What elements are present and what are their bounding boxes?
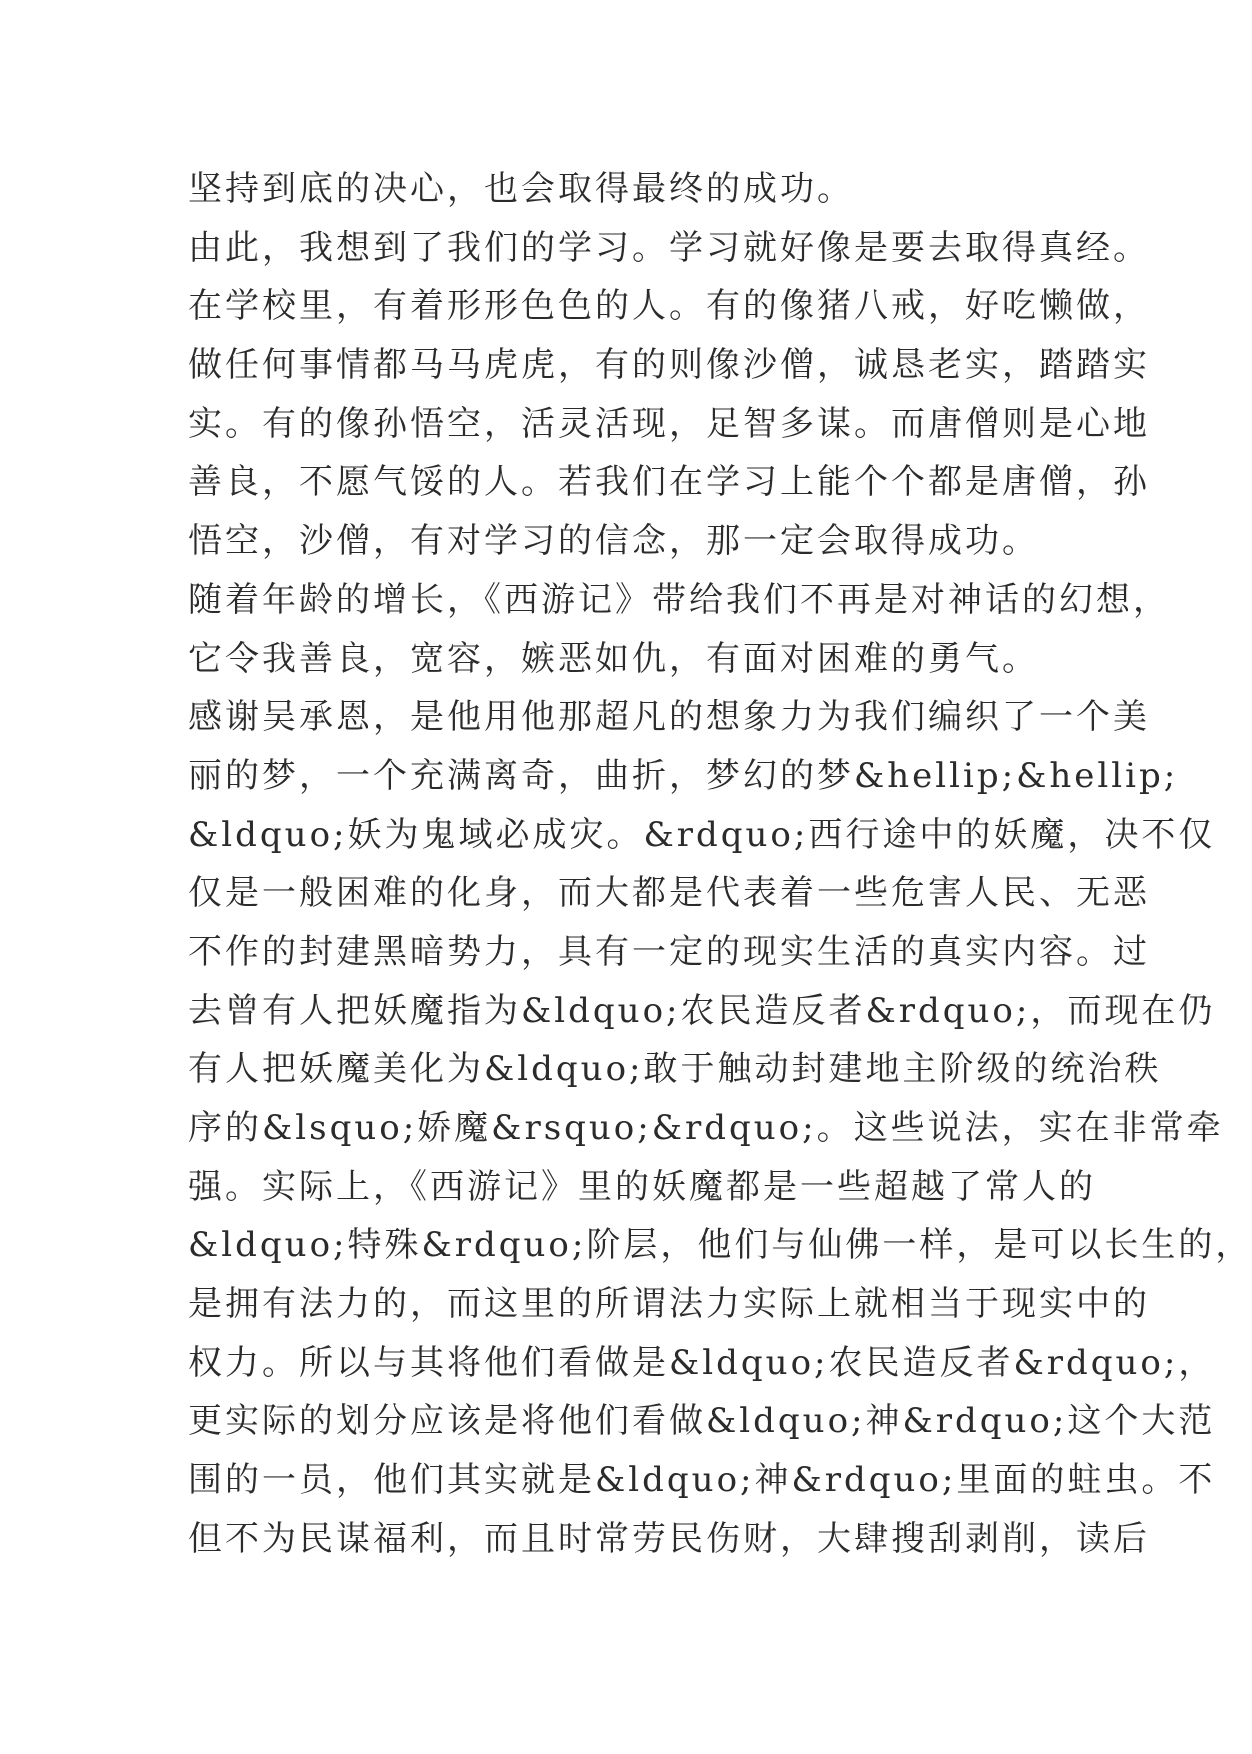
text-line: 做任何事情都马马虎虎，有的则像沙僧，诚恳老实，踏踏实 <box>188 345 1150 386</box>
text-line: 仅是一般困难的化身，而大都是代表着一些危害人民、无恶 <box>188 873 1150 914</box>
text-line: 围的一员，他们其实就是&ldquo;神&rdquo;里面的蛀虫。不 <box>188 1460 1216 1501</box>
text-line: 更实际的划分应该是将他们看做&ldquo;神&rdquo;这个大范 <box>188 1401 1216 1442</box>
text-line: 不作的封建黑暗势力，具有一定的现实生活的真实内容。过 <box>188 931 1150 972</box>
text-line: 但不为民谋福利，而且时常劳民伤财，大肆搜刮剥削，读后 <box>188 1518 1150 1559</box>
text-line: 坚持到底的决心，也会取得最终的成功。 <box>188 169 854 209</box>
text-line: &ldquo;妖为鬼域必成灾。&rdquo;西行途中的妖魔，决不仅 <box>188 814 1216 855</box>
text-line: 感谢吴承恩，是他用他那超凡的想象力为我们编织了一个美 <box>188 697 1150 738</box>
text-line: 它令我善良，宽容，嫉恶如仇，有面对困难的勇气。 <box>188 638 1039 679</box>
text-line: 丽的梦，一个充满离奇，曲折，梦幻的梦&hellip;&hellip; <box>188 755 1179 796</box>
text-line: 随着年龄的增长，《西游记》带给我们不再是对神话的幻想， <box>188 579 1170 620</box>
text-line: 实。有的像孙悟空，活灵活现，足智多谋。而唐僧则是心地 <box>188 403 1150 444</box>
text-line: 有人把妖魔美化为&ldquo;敢于触动封建地主阶级的统治秩 <box>188 1049 1162 1090</box>
text-line: 权力。所以与其将他们看做是&ldquo;农民造反者&rdquo;， <box>188 1342 1216 1383</box>
text-line: 序的&lsquo;娇魔&rsquo;&rdquo;。这些说法，实在非常牵 <box>188 1108 1224 1148</box>
text-line: 强。实际上，《西游记》里的妖魔都是一些超越了常人的 <box>188 1166 1096 1207</box>
text-line: 是拥有法力的，而这里的所谓法力实际上就相当于现实中的 <box>188 1284 1150 1325</box>
text-line: 去曾有人把妖魔指为&ldquo;农民造反者&rdquo;，而现在仍 <box>188 990 1216 1031</box>
body-text <box>188 160 1252 1569</box>
text-line: 由此，我想到了我们的学习。学习就好像是要去取得真经。 <box>188 227 1150 268</box>
text-line: &ldquo;特殊&rdquo;阶层，他们与仙佛一样，是可以长生的， <box>188 1225 1252 1266</box>
text-line: 悟空，沙僧，有对学习的信念，那一定会取得成功。 <box>188 521 1039 562</box>
text-line: 在学校里，有着形形色色的人。有的像猪八戒，好吃懒做， <box>188 286 1150 327</box>
text-line: 善良，不愿气馁的人。若我们在学习上能个个都是唐僧，孙 <box>188 462 1150 503</box>
